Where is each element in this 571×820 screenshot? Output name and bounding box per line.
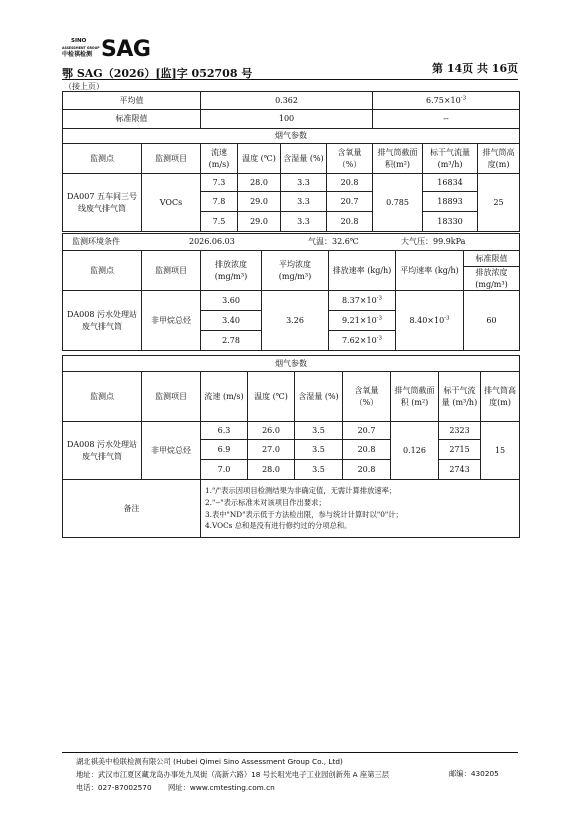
flue2-area: 0.126 (391, 422, 439, 480)
flue2-temp: 26.0 (248, 422, 295, 440)
flue2-flow: 2743 (439, 460, 481, 480)
da008-conc: 3.60 (201, 291, 262, 311)
col-header-std: 标准限值 (464, 251, 520, 267)
col-header-moisture: 含湿量 (%) (295, 372, 343, 422)
env-pressure: 大气压：99.9kPa (401, 237, 466, 246)
flue1-moisture: 3.3 (281, 192, 327, 212)
flue1-speed: 7.5 (201, 212, 238, 232)
remark-line: 2."--"表示标准未对该项目作出要求； (205, 497, 326, 507)
flue1-title-row (63, 129, 520, 144)
da008-rate: $8.37\times 10^{-3}$ (329, 291, 396, 311)
flue1-temp: 29.0 (238, 192, 281, 212)
table-flue2 (62, 355, 520, 538)
header-rule (62, 79, 518, 80)
col-header-item: 监测项目 (142, 372, 201, 422)
col-header-flow: 标干气流量(m³/h) (423, 144, 478, 174)
col-header-flow: 标干气流量 (m³/h) (439, 372, 481, 422)
da008-avg-rate: $8.40\times 10^{-3}$ (396, 291, 464, 351)
flue1-area: 0.785 (373, 174, 423, 232)
da008-header-row (63, 251, 520, 267)
logo-sub-text: ASSESSMENT GROUP (62, 46, 100, 50)
env-row (63, 234, 520, 251)
flue2-oxygen: 20.8 (343, 440, 391, 460)
std-label: 标准限值 (63, 110, 201, 129)
flue2-speed: 6.3 (201, 422, 248, 440)
remarks-label: 备注 (63, 480, 201, 538)
da008-rate: $9.21\times 10^{-3}$ (329, 311, 396, 331)
footer-postcode: 邮编：430205 (449, 769, 499, 778)
footer-company: 湖北祺美中检联检测有限公司 (Hubei Qimei Sino Assessment Group Co., Ltd) (76, 757, 343, 766)
remark-line: 3.表中"ND"表示低于方法检出限，参与统计计算时以"0"计； (205, 509, 403, 519)
logo-sino-text: SINO (71, 38, 87, 44)
table-da008 (62, 233, 520, 351)
col-header-speed: 流速 (m/s) (201, 372, 248, 422)
flue2-height: 15 (481, 422, 520, 480)
col-header-temp: 温度 (℃) (248, 372, 295, 422)
env-label: 监测环境条件 (72, 237, 120, 246)
col-header-point: 监测点 (63, 144, 142, 174)
flue2-moisture: 3.5 (295, 422, 343, 440)
col-header-std-conc: 排放浓度 (mg/m³) (464, 267, 520, 291)
da008-std: 60 (464, 291, 520, 351)
da008-point: DA008 污水处理站废气排气筒 (63, 291, 142, 351)
continued-label: （接上页） (64, 82, 104, 91)
logo-sag-text: SAG (101, 37, 151, 62)
flue1-row (63, 174, 520, 192)
env-temperature: 气温：32.6℃ (308, 237, 359, 246)
col-header-oxygen: 含氧量 （%） (343, 372, 391, 422)
flue2-title: 烟气参数 (63, 356, 520, 372)
page-indicator: 第 14页 共 16页 (432, 62, 519, 75)
flue1-flow: 18330 (423, 212, 478, 232)
col-header-point: 监测点 (63, 251, 142, 291)
company-logo (62, 38, 152, 64)
col-header-area: 排气筒截面积 (m²) (391, 372, 439, 422)
col-header-conc: 排放浓度 (mg/m³) (201, 251, 262, 291)
flue2-speed: 7.0 (201, 460, 248, 480)
remarks-row (63, 480, 520, 538)
remarks-content (201, 480, 520, 538)
table-da007 (62, 91, 520, 232)
flue2-item: 非甲烷总烃 (142, 422, 201, 480)
logo-cn-text: 中检祺检测 (62, 51, 93, 58)
flue2-speed: 6.9 (201, 440, 248, 460)
env-cell (63, 234, 520, 251)
flue1-point: DA007 五车间三号线废气排气筒 (63, 174, 142, 232)
da008-row (63, 291, 520, 311)
flue1-item: VOCs (142, 174, 201, 232)
flue1-header-row (63, 144, 520, 174)
col-header-oxygen: 含氧量 （%） (327, 144, 373, 174)
avg-label: 平均值 (63, 92, 201, 110)
footer-phone: 电话：027-87002570 (76, 783, 152, 792)
flue1-height: 25 (478, 174, 520, 232)
col-header-temp: 温度 (℃) (238, 144, 281, 174)
col-header-area: 排气筒截面积(m²) (373, 144, 423, 174)
flue2-moisture: 3.5 (295, 440, 343, 460)
flue1-oxygen: 20.7 (327, 192, 373, 212)
remark-line: 4.VOCs 总和是没有进行修约过的分项总和。 (205, 521, 352, 531)
env-date: 2026.06.03 (189, 237, 235, 246)
avg-rate-value: $6.75\times 10^{-3}$ (373, 92, 520, 110)
col-header-item: 监测项目 (142, 251, 201, 291)
footer-website: 网址：www.cmtesting.com.cn (168, 783, 275, 792)
flue1-oxygen: 20.8 (327, 174, 373, 192)
footer-address: 地址：武汉市江夏区藏龙岛办事处九凤街（高新六路）18 号长咀光电子工业园创新苑 A 座第三层 (76, 770, 390, 779)
flue2-moisture: 3.5 (295, 460, 343, 480)
flue2-flow: 2323 (439, 422, 481, 440)
col-header-height: 排气筒高度(m) (478, 144, 520, 174)
da008-rate: $7.62\times 10^{-3}$ (329, 331, 396, 351)
col-header-speed: 流速 (m/s) (201, 144, 238, 174)
col-header-height: 排气筒高度(m) (481, 372, 520, 422)
col-header-avg-conc: 平均浓度 (mg/m³) (262, 251, 329, 291)
flue1-temp: 28.0 (238, 174, 281, 192)
col-header-rate: 排放速率 (kg/h) (329, 251, 396, 291)
std-rate-value: -- (373, 110, 520, 129)
col-header-item: 监测项目 (142, 144, 201, 174)
flue2-flow: 2715 (439, 440, 481, 460)
da008-avg-conc: 3.26 (262, 291, 329, 351)
flue1-speed: 7.8 (201, 192, 238, 212)
flue2-title-row (63, 356, 520, 372)
flue1-oxygen: 20.8 (327, 212, 373, 232)
flue1-flow: 18893 (423, 192, 478, 212)
flue2-header-row (63, 372, 520, 422)
remark-line: 1."/"表示因项目检测结果为非确定值，无需计算排放速率； (205, 486, 397, 496)
da008-item: 非甲烷总烃 (142, 291, 201, 351)
flue2-temp: 28.0 (248, 460, 295, 480)
flue2-point: DA008 污水处理站废气排气筒 (63, 422, 142, 480)
flue1-speed: 7.3 (201, 174, 238, 192)
avg-row (63, 92, 520, 110)
flue1-title: 烟气参数 (63, 129, 520, 144)
std-conc-value: 100 (201, 110, 373, 129)
flue2-oxygen: 20.7 (343, 422, 391, 440)
flue2-oxygen: 20.8 (343, 460, 391, 480)
col-header-avg-rate: 平均速率 (kg/h) (396, 251, 464, 291)
col-header-moisture: 含湿量 (%) (281, 144, 327, 174)
da008-conc: 3.40 (201, 311, 262, 331)
flue2-temp: 27.0 (248, 440, 295, 460)
footer-rule (62, 752, 518, 753)
flue1-temp: 29.0 (238, 212, 281, 232)
std-row (63, 110, 520, 129)
avg-conc-value: 0.362 (201, 92, 373, 110)
report-number: 鄂 SAG（2026）[监]字 052708 号 (62, 67, 253, 80)
flue1-flow: 16834 (423, 174, 478, 192)
flue1-moisture: 3.3 (281, 174, 327, 192)
flue2-row (63, 422, 520, 440)
flue1-moisture: 3.3 (281, 212, 327, 232)
col-header-point: 监测点 (63, 372, 142, 422)
da008-conc: 2.78 (201, 331, 262, 351)
